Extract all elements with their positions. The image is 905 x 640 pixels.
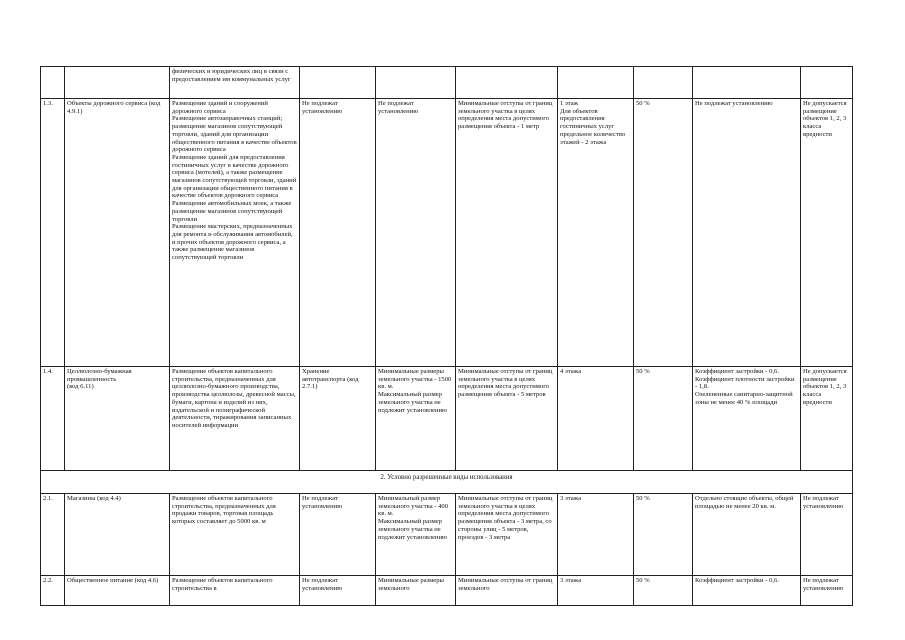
cell-plot-size-limits [376,67,456,99]
cell-setback-limits: Минимальные отступы от границ земельного участка в целях определения места допустимого размещения объекта - 3 метра, со стороны улиц - 5 метров, проездов - 3 метра [456,494,558,576]
cell-density-limits [693,67,801,99]
cell-coverage-percent: 50 % [634,367,693,471]
section-header-row [41,471,853,494]
cell-row-number: 1.3. [41,99,65,367]
cell-setback-limits: Минимальные отступы от границ земельного участка в целях определения места допустимого размещения объекта - 5 метров [456,367,558,471]
cell-row-number: 2.2. [41,576,65,606]
cell-row-number [41,67,65,99]
cell-hazard-restrictions: Не подлежат установлению [801,576,853,606]
cell-setback-limits [456,67,558,99]
cell-auxiliary-use: Не подлежат установлению [300,99,376,367]
cell-density-limits: Коэффициент застройки - 0,6. Коэффициент плотности застройки - 1,8. Озелененные санитарно-защитной зоны не менее 40 % площади [693,367,801,471]
cell-plot-size-limits: Минимальный размер земельного участка - 400 кв. м. Максимальный размер земельного участка не подлежит установлению [376,494,456,576]
cell-floor-limits: 4 этажа [558,367,634,471]
cell-land-use-type: Общественное питание (код 4.6) [65,576,170,606]
cell-coverage-percent: 50 % [634,576,693,606]
cell-coverage-percent [634,67,693,99]
cell-use-description: физических и юридических лиц в связи с предоставлением им коммунальных услуг [170,67,300,99]
cell-hazard-restrictions: Не допускается размещение объектов 1, 2, 3 класса вредности [801,367,853,471]
cell-use-description: Размещение объектов капитального строительства, предназначенных для целлюлозно-бумажного производства, производства целлюлозы, древесной массы, бумаги, картона и изделий из них, издательской и полиграфической деятельности, тиражирования записанных носителей информации [170,367,300,471]
cell-plot-size-limits: Не подлежат установлению [376,99,456,367]
cell-row-number: 1.4. [41,367,65,471]
cell-density-limits: Коэффициент застройки - 0,6. [693,576,801,606]
cell-auxiliary-use: Хранение автотранспорта (код 2.7.1) [300,367,376,471]
cell-hazard-restrictions [801,67,853,99]
cell-hazard-restrictions: Не подлежат установлению [801,494,853,576]
cell-auxiliary-use: Не подлежат установлению [300,576,376,606]
cell-land-use-type: Магазины (код 4.4) [65,494,170,576]
cell-floor-limits: 3 этажа [558,494,634,576]
cell-floor-limits: 3 этажа [558,576,634,606]
cell-hazard-restrictions: Не допускается размещение объектов 1, 2, 3 класса вредности [801,99,853,367]
cell-land-use-type: Целлюлозно-бумажная промышленность (код 6.11) [65,367,170,471]
cell-land-use-type: Объекты дорожного сервиса (код 4.9.1) [65,99,170,367]
cell-use-description: Размещение объектов капитального строительства, предназначенных для продажи товаров, торговая площадь которых составляет до 5000 кв. м [170,494,300,576]
cell-auxiliary-use: Не подлежат установлению [300,494,376,576]
section-title: 2. Условно разрешенные виды использования [41,471,853,494]
table-body [41,67,853,606]
table-row [41,67,853,99]
table-row [41,494,853,576]
table-row [41,367,853,471]
cell-land-use-type [65,67,170,99]
cell-auxiliary-use [300,67,376,99]
cell-plot-size-limits: Минимальные размеры земельного участка - 1500 кв. м. Максимальный размер земельного участка не подлежит установлению [376,367,456,471]
cell-density-limits: Не подлежат установлению [693,99,801,367]
cell-coverage-percent: 50 % [634,494,693,576]
cell-floor-limits [558,67,634,99]
cell-row-number: 2.1. [41,494,65,576]
cell-plot-size-limits: Минимальные размеры земельного [376,576,456,606]
cell-floor-limits: 1 этаж Для объектов предоставления гостиничных услуг предельное количество этажей - 2 этажа [558,99,634,367]
table-row [41,99,853,367]
cell-use-description: Размещение зданий и сооружений дорожного сервиса Размещение автозаправочных станций; размещение магазинов сопутствующей торговли, зданий для организации общественного питания в качестве объектов дорожного сервиса Размещение зданий для предоставления гостиничных услуг в качестве дорожного сервиса (мотелей), а также размещение магазинов сопутствующей торговли, зданий для организации общественного питания в качестве объектов дорожного сервиса Размещение автомобильных моек, а также размещение магазинов сопутствующей торговли Размещение мастерских, предназначенных для ремонта и обслуживания автомобилей, и прочих объектов дорожного сервиса, а также размещение магазинов сопутствующей торговли [170,99,300,367]
cell-setback-limits: Минимальные отступы от границ земельного [456,576,558,606]
cell-setback-limits: Минимальные отступы от границ земельного участка в целях определения места допустимого размещения объекта - 1 метр [456,99,558,367]
cell-density-limits: Отдельно стоящие объекты, общей площадью не менее 20 кв. м. [693,494,801,576]
cell-use-description: Размещение объектов капитального строительства в [170,576,300,606]
zoning-regulations-table [40,66,853,606]
table-row [41,576,853,606]
cell-coverage-percent: 50 % [634,99,693,367]
